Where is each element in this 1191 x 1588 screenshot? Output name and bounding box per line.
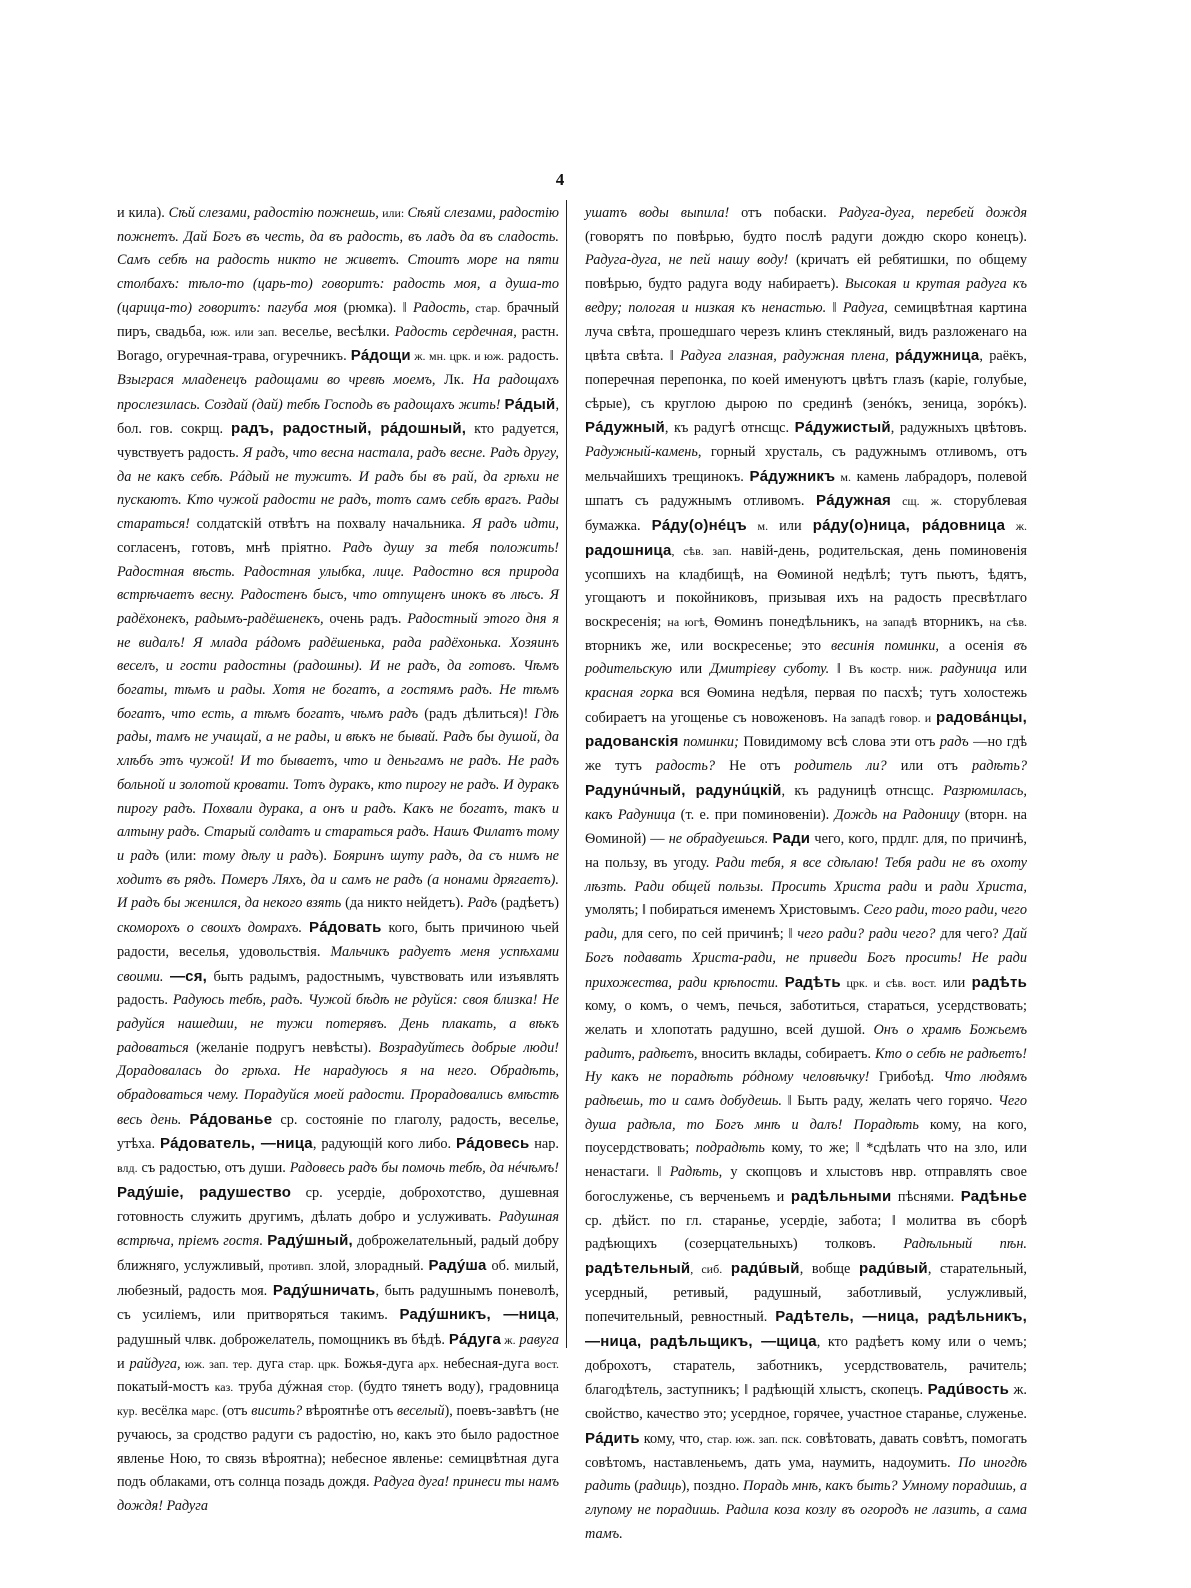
definition-text: у скопцовъ и хлыстовъ нвр. отправлять свое богослуженье, съ верченьемъ и (585, 1164, 1028, 1205)
abbreviation: или: (378, 206, 408, 220)
definition-text: , къ радугѣ отнсщс. (664, 420, 795, 437)
abbreviation: м. (746, 519, 769, 534)
example-text: По иногдѣ радить (585, 1454, 1027, 1495)
definition-text: кому, на кого, поусердствовать; (585, 1116, 1027, 1157)
definition-text: (рюмка). ‖ (337, 299, 414, 316)
definition-text: Ѳоминъ понедѣльникъ, (708, 613, 866, 630)
headword: радошница (585, 541, 672, 559)
definition-text: брачный пиръ, свадьба, (117, 299, 560, 340)
definition-text: Не отъ (715, 758, 795, 775)
headword: Рáдователь, —ница (159, 1135, 313, 1153)
definition-text: ‖ (829, 661, 849, 678)
abbreviation: ж. (501, 1333, 516, 1348)
headword: Радýшіе, радушество (117, 1183, 292, 1201)
definition-text: нар. (529, 1136, 559, 1153)
example-text: Радъ душу за тебя положить! Радостная вѣсть. Радостная улыбка, лице. Радостно вся природа встрѣчаетъ весну. Радостенъ бысъ, что отпущенъ инокъ въ лѣсъ. Я радёхонекъ, радымъ-радёшенекъ, (117, 539, 559, 627)
definition-text: съ радостью, отъ души. (137, 1160, 290, 1177)
example-text: Бояринъ шуту радъ, да съ нимъ не ходитъ въ рядъ. Померъ Ляхъ, да и самъ не радъ (а нонами дрягаетъ). И радъ бы женился, да некого взять (117, 847, 560, 912)
definition-text: вносить вклады, собираетъ. (697, 1045, 875, 1062)
abbreviation: арх. (418, 1356, 439, 1371)
abbreviation: на югѣ, (667, 614, 709, 629)
example-text: Гдѣ рады, тамъ не учащай, а не рады, и вѣкъ не бывай. Радъ бы душой, да хлѣбъ этъ чужой! И то бываетъ, что и деньгамъ не радъ. Не радъ больной и золотой кровати. Тотъ дуракъ, кто пирогу не радъ. И дуракъ пирогу радъ. Похвали дурака, а онъ и радъ. Какъ не богатъ, такъ и алтыну радъ. Старый солдатъ и стараться радъ. Нашъ Филатъ тому и радъ (117, 705, 559, 864)
headword: Рáдовать (308, 919, 382, 937)
example-text: висить? (251, 1403, 303, 1420)
definition-text: растн. Borago, огуречная-трава, огуречникъ. (117, 323, 560, 365)
headword: Радѣнье (960, 1187, 1027, 1205)
headword: Рáдужная (816, 492, 892, 510)
definition-text: ( (630, 1478, 640, 1495)
definition-text: ), поевъ-завѣтъ (не ручаюсь, за сродство радуги съ радостію, но, какъ это было радостное явленье Ною, то связь вѣроятна); небесное явленье: семицвѣтная дуга подъ облаками, отъ солнца позадь дождя. (117, 1403, 559, 1491)
example-text: Мальчикъ радуетъ меня успѣхами своими. (117, 943, 559, 985)
example-text: радъ (939, 734, 969, 751)
headword: Радунúчный, радунúцкій (585, 781, 782, 799)
example-text: ради Христа, (940, 878, 1027, 895)
headword: Рáдуга (448, 1331, 502, 1349)
example-text: чего ради? ради чего? (797, 926, 936, 943)
example-text: Радуга дуга! принеси ты намъ дождя! Радуга (117, 1474, 559, 1514)
headword: радúвый (858, 1259, 928, 1277)
definition-text: согласенъ, готовъ, мнѣ пріятно. (117, 539, 343, 556)
example-text: Онъ о храмѣ Божьемъ радитъ, радѣетъ, (585, 1021, 1027, 1062)
abbreviation: ж. (1005, 519, 1028, 534)
definition-text: ср. состояніе по глаголу, радость, веселье, утѣха. (117, 1111, 559, 1153)
definition-text: вторникъ же, или воскресенье; это (585, 637, 831, 654)
headword: радовáнцы, радованскія (585, 708, 1028, 751)
example-text: Разрюмилась, какъ Радуница (585, 782, 1027, 823)
definition-text: ). (318, 847, 334, 864)
example-text: Высокая и крутая радуга къ ведру; пологая и низкая къ ненастью. (585, 276, 1027, 316)
example-text: тому дѣлу и радъ (202, 847, 319, 864)
abbreviation: стар. юж. зап. пск. (706, 1431, 802, 1446)
example-text: радуница (940, 661, 997, 678)
definition-text: , радующій кого либо. (312, 1136, 457, 1153)
dictionary-column-left (117, 202, 560, 1514)
example-text: Радуга-дуга, не пей нашу воду! (585, 252, 789, 269)
definition-text: семицвѣтная картина луча свѣта, прошедшаго черезъ клинъ стекляный, видъ разложенаго на цвѣта свѣта. ‖ (585, 299, 1027, 365)
definition-text: ср. усердіе, доброхотство, душевная готовность служить другимъ, дѣлать добро и услуживать. (117, 1184, 560, 1225)
definition-text: (желаніе подругъ невѣсты). (188, 1039, 379, 1056)
headword: Радýшничать (272, 1281, 376, 1299)
definition-text: (радъ дѣлиться)! (418, 705, 535, 722)
example-text: поминки; (683, 734, 739, 751)
definition-text: небесная-дуга (438, 1355, 535, 1372)
headword: Рáдить (585, 1429, 640, 1447)
definition-text: (радѣетъ) (497, 895, 559, 912)
definition-text: Грибоѣд. (869, 1069, 944, 1086)
abbreviation: црк. и сѣв. вост. (840, 975, 937, 990)
abbreviation: , сиб. (690, 1261, 723, 1276)
abbreviation: Въ костр. ниж. (848, 662, 933, 677)
example-text: Радѣльный пѣн. (903, 1236, 1027, 1253)
definition-text: , бол. гов. сокрщ. (117, 396, 560, 438)
headword: Ради (772, 830, 811, 848)
definition-text (302, 920, 309, 936)
abbreviation: стор. (327, 1380, 354, 1395)
definition-text: ж. свойство, качество это; усердное, горячее, участное старанье, служенье. (585, 1382, 1027, 1423)
definition-text: ‖ (826, 299, 843, 316)
definition-text: , быть радушнымъ поневолѣ, съ усиліемъ, или притворяться такимъ. (117, 1282, 559, 1324)
definition-text: (говорятъ по повѣрью, будто послѣ радуги дождю скоро конецъ). (585, 228, 1027, 245)
example-text: Радуга, (842, 299, 888, 316)
example-text: веселый (396, 1403, 445, 1420)
definition-text: , радушный члвк. доброжелатель, помощникъ въ бѣдѣ. (117, 1307, 559, 1349)
definition-text: веселье, весѣлки. (277, 323, 395, 340)
headword: рáдужница (895, 347, 980, 365)
example-text: Радѣть, (669, 1164, 723, 1181)
definition-text: покатый-мостъ (117, 1379, 215, 1396)
headword: рáду(о)ница, рáдовница (812, 517, 1006, 535)
example-text: Сѣй слезами, радостію пожнешь, (168, 205, 379, 221)
definition-text: вся Ѳомина недѣля, первая по пасхѣ; тутъ холостежь собираетъ на угощенье съ новоженовъ. (585, 685, 1028, 726)
headword: Рáдощи (350, 347, 411, 365)
example-text: Радуга глазная, радужная плена, (680, 348, 889, 365)
definition-text: чего, кого, прдлг. для, по причинѣ, на пользу, въ угоду. (585, 831, 1027, 871)
example-text: Радость сердечная, (394, 323, 517, 340)
definition-text: или (768, 518, 813, 535)
abbreviation: противп. (268, 1258, 314, 1273)
definition-text: быть радымъ, радостнымъ, чувствовать или изъявлять радость. (117, 968, 559, 1009)
definition-text: очень радъ. (323, 610, 408, 627)
abbreviation: юж. зап. тер. (180, 1356, 253, 1371)
example-text: равуга (515, 1332, 560, 1349)
definition-text: вѣроятнѣе отъ (302, 1403, 397, 1420)
definition-text: кого, быть причиною чьей радости, веселья, удовольствія. (117, 920, 560, 960)
headword: —ся, (169, 967, 208, 985)
example-text: Порадь мнѣ, какъ быть? Умному порадишь, а глупому не порадишь. Радила коза козлу въ огородъ не лазить, а сама тамъ. (585, 1478, 1027, 1542)
definition-text: для чего? (935, 926, 1004, 943)
definition-text: ‖ Быть раду, желать чего горячо. (782, 1093, 999, 1110)
example-text: На радощахъ прослезилась. Создай (дай) тебѣ Господь въ радощахъ жить! (117, 371, 559, 413)
headword: Радýша (428, 1256, 487, 1274)
abbreviation: каз. (214, 1380, 234, 1395)
definition-text: и (117, 1355, 130, 1372)
abbreviation: юж. или зап. (210, 324, 278, 339)
example-text: Радостный этого дня я не видалъ! Я млада рáдомъ радёшенька, рада радёхонька. Хозяинъ веселъ, и гости радостны (радошны). И не радъ, да готовъ. Чѣмъ богаты, тѣмъ и рады. Хотя не богатъ, а гостямъ радъ. Не тѣмъ богатъ, что есть, а тѣмъ богатъ, чѣмъ радъ (117, 610, 559, 722)
definition-text: камень лабрадоръ, полевой шпатъ съ радужнымъ отливомъ. (585, 468, 1027, 510)
example-text: Ради тебя, я все сдѣлаю! Тебя ради не въ охоту лѣзть. Ради общей пользы. Просить Христа ради (585, 854, 1027, 895)
example-text: весинія поминки, (830, 637, 939, 654)
abbreviation: кур. (117, 1404, 138, 1419)
example-text: радиць (639, 1478, 682, 1495)
dictionary-column-right (585, 202, 1028, 1542)
abbreviation: влд. (117, 1161, 138, 1176)
example-text: въ родительскую (585, 637, 1028, 678)
definition-text: Повидимому всѣ слова эти отъ (738, 734, 940, 751)
example-text: Дай Богъ подавать Христа-ради, не приведи Богъ просить! Не ради прихожества, ради крѣпости. (585, 926, 1027, 991)
definition-text: , раёкъ, поперечная перепонка, по коей именуютъ цвѣтъ глазъ (каріе, голубые, сѣрые), съ круглою дырою по срединѣ (зенóкъ, зеница, зорóкъ). (585, 348, 1028, 412)
column-divider (566, 200, 567, 1348)
example-text: Кто о себѣ не радѣетъ! Ну какъ не порадѣть рóдному человѣчку! (585, 1045, 1027, 1086)
definition-text: пѣснями. (891, 1188, 961, 1205)
definition-text: , кто радѣетъ кому или о чемъ; доброхотъ, старатель, заботникъ, усердствователь, рачитель; благодѣтель, заступникъ; ‖ радѣющій хлыстъ, скопецъ. (585, 1334, 1027, 1399)
example-text: Я радъ, что весна настала, радъ весне. Радъ другу, да не какъ себѣ. Рáдый не тужитъ. И радъ бы въ рай, да грѣхи не пускаютъ. Кто чужой радости не радъ, тотъ самъ себѣ врагъ. Рады стараться! (117, 445, 559, 533)
definition-text: (будто тянетъ воду), градовница (353, 1379, 559, 1396)
example-text: Радость, (413, 299, 470, 316)
page-number: 4 (555, 170, 565, 189)
headword: Рáдужникъ (749, 467, 836, 485)
definition-text: злой, злорадный. (313, 1257, 429, 1274)
example-text: Радъ (467, 895, 498, 912)
example-text: радость? (656, 758, 716, 775)
example-text: Что людямъ радѣешь, то и самъ добудешь. (585, 1069, 1027, 1110)
headword: Рáдовесь (456, 1135, 530, 1153)
definition-text: (вторн. на Ѳоминой) — (585, 806, 1027, 848)
definition-text: Лк. (435, 371, 473, 388)
example-text: родитель ли? (794, 758, 887, 775)
definition-text: —но гдѣ же тутъ (585, 734, 1027, 775)
definition-text: а осенія (938, 637, 1014, 654)
definition-text: навій-день, родительская, день поминовенія усопшихъ на кладбищѣ, на Ѳоминой недѣлѣ; тутъ пьютъ, ѣдятъ, угощаютъ и покойниковъ, призывая ихъ на радость пресвѣтлаго воскресенія; (585, 542, 1027, 630)
abbreviation: м. (835, 469, 851, 484)
definition-text: умолять; ‖ побираться именемъ Христовымъ. (585, 902, 864, 919)
abbreviation: сщ. ж. (891, 494, 942, 509)
example-text: Чего душа радѣла, то Богъ мнѣ и далъ! Порадѣть (585, 1093, 1027, 1133)
example-text: Радужный-камень, (585, 444, 702, 461)
example-text: Сего ради, того ради, чего ради, (585, 902, 1027, 943)
example-text: Сѣяй слезами, радостію пожнетъ. Дай Богъ въ честь, да въ радость, въ ладъ да въ сладость. Самъ себѣ на радость никто не живетъ. Стоитъ море на пяти столбахъ: тѣло-то (царь-то) говоритъ: радость моя, а душа-то (царица-то) говоритъ: пагуба моя (117, 205, 559, 316)
abbreviation: , сѣв. зап. (671, 543, 732, 558)
example-text: скоморохъ о своихъ домрахъ. (117, 920, 303, 937)
definition-text: (т. е. при поминовеніи). (675, 806, 835, 823)
definition-text: , старательный, усердный, ретивый, радушный, заботливый, услужливый, попечительный, ревностный. (585, 1260, 1028, 1326)
definition-text: , вобще (799, 1260, 859, 1277)
headword: радѣть (971, 973, 1028, 991)
definition-text: сторублевая бумажка. (585, 493, 1027, 535)
example-text: радѣть? (971, 758, 1027, 775)
abbreviation: на западѣ (865, 614, 918, 629)
example-text: Радовесь радъ бы помочь тебѣ, да нéчѣмъ! (289, 1160, 559, 1177)
definition-text: радость. (504, 348, 560, 365)
headword: Рáдужистый (794, 419, 891, 437)
example-text: Дождь на Радоницу (834, 806, 960, 823)
definition-text: ), поздно. (681, 1478, 744, 1495)
headword: Радýшный, (267, 1232, 353, 1250)
headword: радѣльными (790, 1187, 892, 1205)
definition-text: , къ радуницѣ отнсщс. (781, 782, 944, 799)
definition-text: солдатскій отвѣтъ на похвалу начальника. (189, 516, 473, 533)
entry-text-left (117, 202, 559, 1519)
example-text: красная горка (585, 685, 674, 702)
abbreviation: на сѣв. (989, 614, 1027, 629)
example-text: Радуюсь тебѣ, радъ. Чужой бѣдѣ не рдуйся: своя близка! Не радуйся нашедши, не тужи потерявъ. День плакать, а вѣкъ радоваться (117, 992, 559, 1056)
headword: Рáдый (504, 395, 556, 413)
example-text: не обрадуешься. (668, 831, 769, 848)
definition-text: кто радуется, чувствуетъ радость. (117, 421, 560, 462)
headword: Рáдованье (189, 1110, 273, 1128)
definition-text (722, 1261, 731, 1277)
definition-text: или отъ (886, 758, 972, 775)
example-text: ушатъ воды выпила! (585, 205, 730, 221)
definition-text: кому, о комъ, о чемъ, печься, заботиться, стараться, усердствовать; желать и хлопотать радушно, всей душой. (585, 998, 1027, 1038)
example-text: Дмитріеву суботу. (709, 661, 830, 678)
headword: Радúвость (927, 1381, 1010, 1399)
definition-text: совѣтовать, давать совѣтъ, помогать совѣтомъ, наставленьемъ, дать ума, наумить, надоумить. (585, 1430, 1027, 1471)
definition-text: дуга (252, 1355, 289, 1372)
abbreviation: стар. (469, 300, 501, 315)
definition-text: вторникъ, (917, 613, 990, 630)
headword: радúвый (730, 1259, 800, 1277)
headword: Радýшникъ, —ница (399, 1306, 556, 1324)
definition-text: или (672, 661, 710, 678)
headword: радѣтельный (585, 1259, 691, 1277)
headword: Радѣтель, —ница, радѣльникъ, —ница, радѣльщикъ, —щица (585, 1308, 1028, 1351)
abbreviation: стар. црк. (288, 1356, 340, 1371)
definition-text: или (936, 974, 972, 991)
definition-text: (отъ (218, 1403, 252, 1420)
definition-text: для сего, по сей причинѣ; ‖ (617, 926, 798, 943)
abbreviation: вост. (534, 1356, 560, 1371)
definition-text: ср. дѣйст. по гл. старанье, усердіе, забота; ‖ молитва въ сборѣ радѣющихъ (созерцательныхъ) толковъ. (585, 1212, 1027, 1253)
definition-text: (да никто нейдетъ). (341, 895, 468, 912)
headword: Рáдужный (585, 419, 665, 437)
example-text: Я радъ идти, (472, 516, 560, 533)
definition-text: весёлка (137, 1403, 192, 1420)
example-text: подрадѣть (695, 1140, 765, 1157)
definition-text: труба дýжная (233, 1379, 328, 1396)
definition-text: кому, что, (639, 1430, 707, 1447)
headword: Рáду(о)нéцъ (651, 517, 747, 535)
example-text: Взыграся младенецъ радощами во чревѣ моемъ, (117, 371, 436, 388)
definition-text: и (917, 878, 941, 895)
definition-text: горный хрусталь, съ радужнымъ отливомъ, отъ мельчайшихъ трещинокъ. (585, 444, 1027, 485)
definition-text: доброжелательный, радый добру ближняго, услужливый, (117, 1233, 559, 1274)
example-text: Радуга-дуга, перебей дождя (838, 205, 1027, 221)
abbreviation: марс. (191, 1404, 219, 1419)
definition-text: и кила). (117, 205, 169, 221)
definition-text: или (996, 661, 1028, 678)
definition-text: , радужныхъ цвѣтовъ. (890, 420, 1027, 437)
definition-text: отъ побаски. (729, 205, 839, 221)
example-text: Радушная встрѣча, пріемъ гостя. (117, 1208, 559, 1250)
abbreviation: ж. мн. црк. и юж. (410, 349, 505, 364)
headword: Радѣть (784, 973, 841, 991)
example-text: райдуга, (129, 1355, 181, 1372)
definition-text: Божья-дуга (339, 1355, 419, 1372)
abbreviation: На западѣ говор. и (832, 710, 932, 725)
definition-text: (или: (159, 847, 203, 864)
definition-text: (кричатъ ей ребятишки, по общему повѣрью, будто радуга воду набираетъ). (585, 252, 1027, 293)
example-text: Возрадуйтесь добрые люди! Дорадовалась до грѣха. Не нарадуюсь я на него. Обрадѣть, обрадоваться чему. Порадуйся моей радости. Прорадовались вмѣстѣ весь день. (117, 1039, 559, 1128)
definition-text: кому, то же; ‖ *сдѣлать что на зло, или ненастаги. ‖ (585, 1140, 1028, 1181)
entry-text-right (585, 202, 1027, 1546)
headword: радъ, радостный, рáдошный, (230, 420, 467, 438)
definition-text: об. милый, любезный, радость моя. (117, 1257, 559, 1299)
